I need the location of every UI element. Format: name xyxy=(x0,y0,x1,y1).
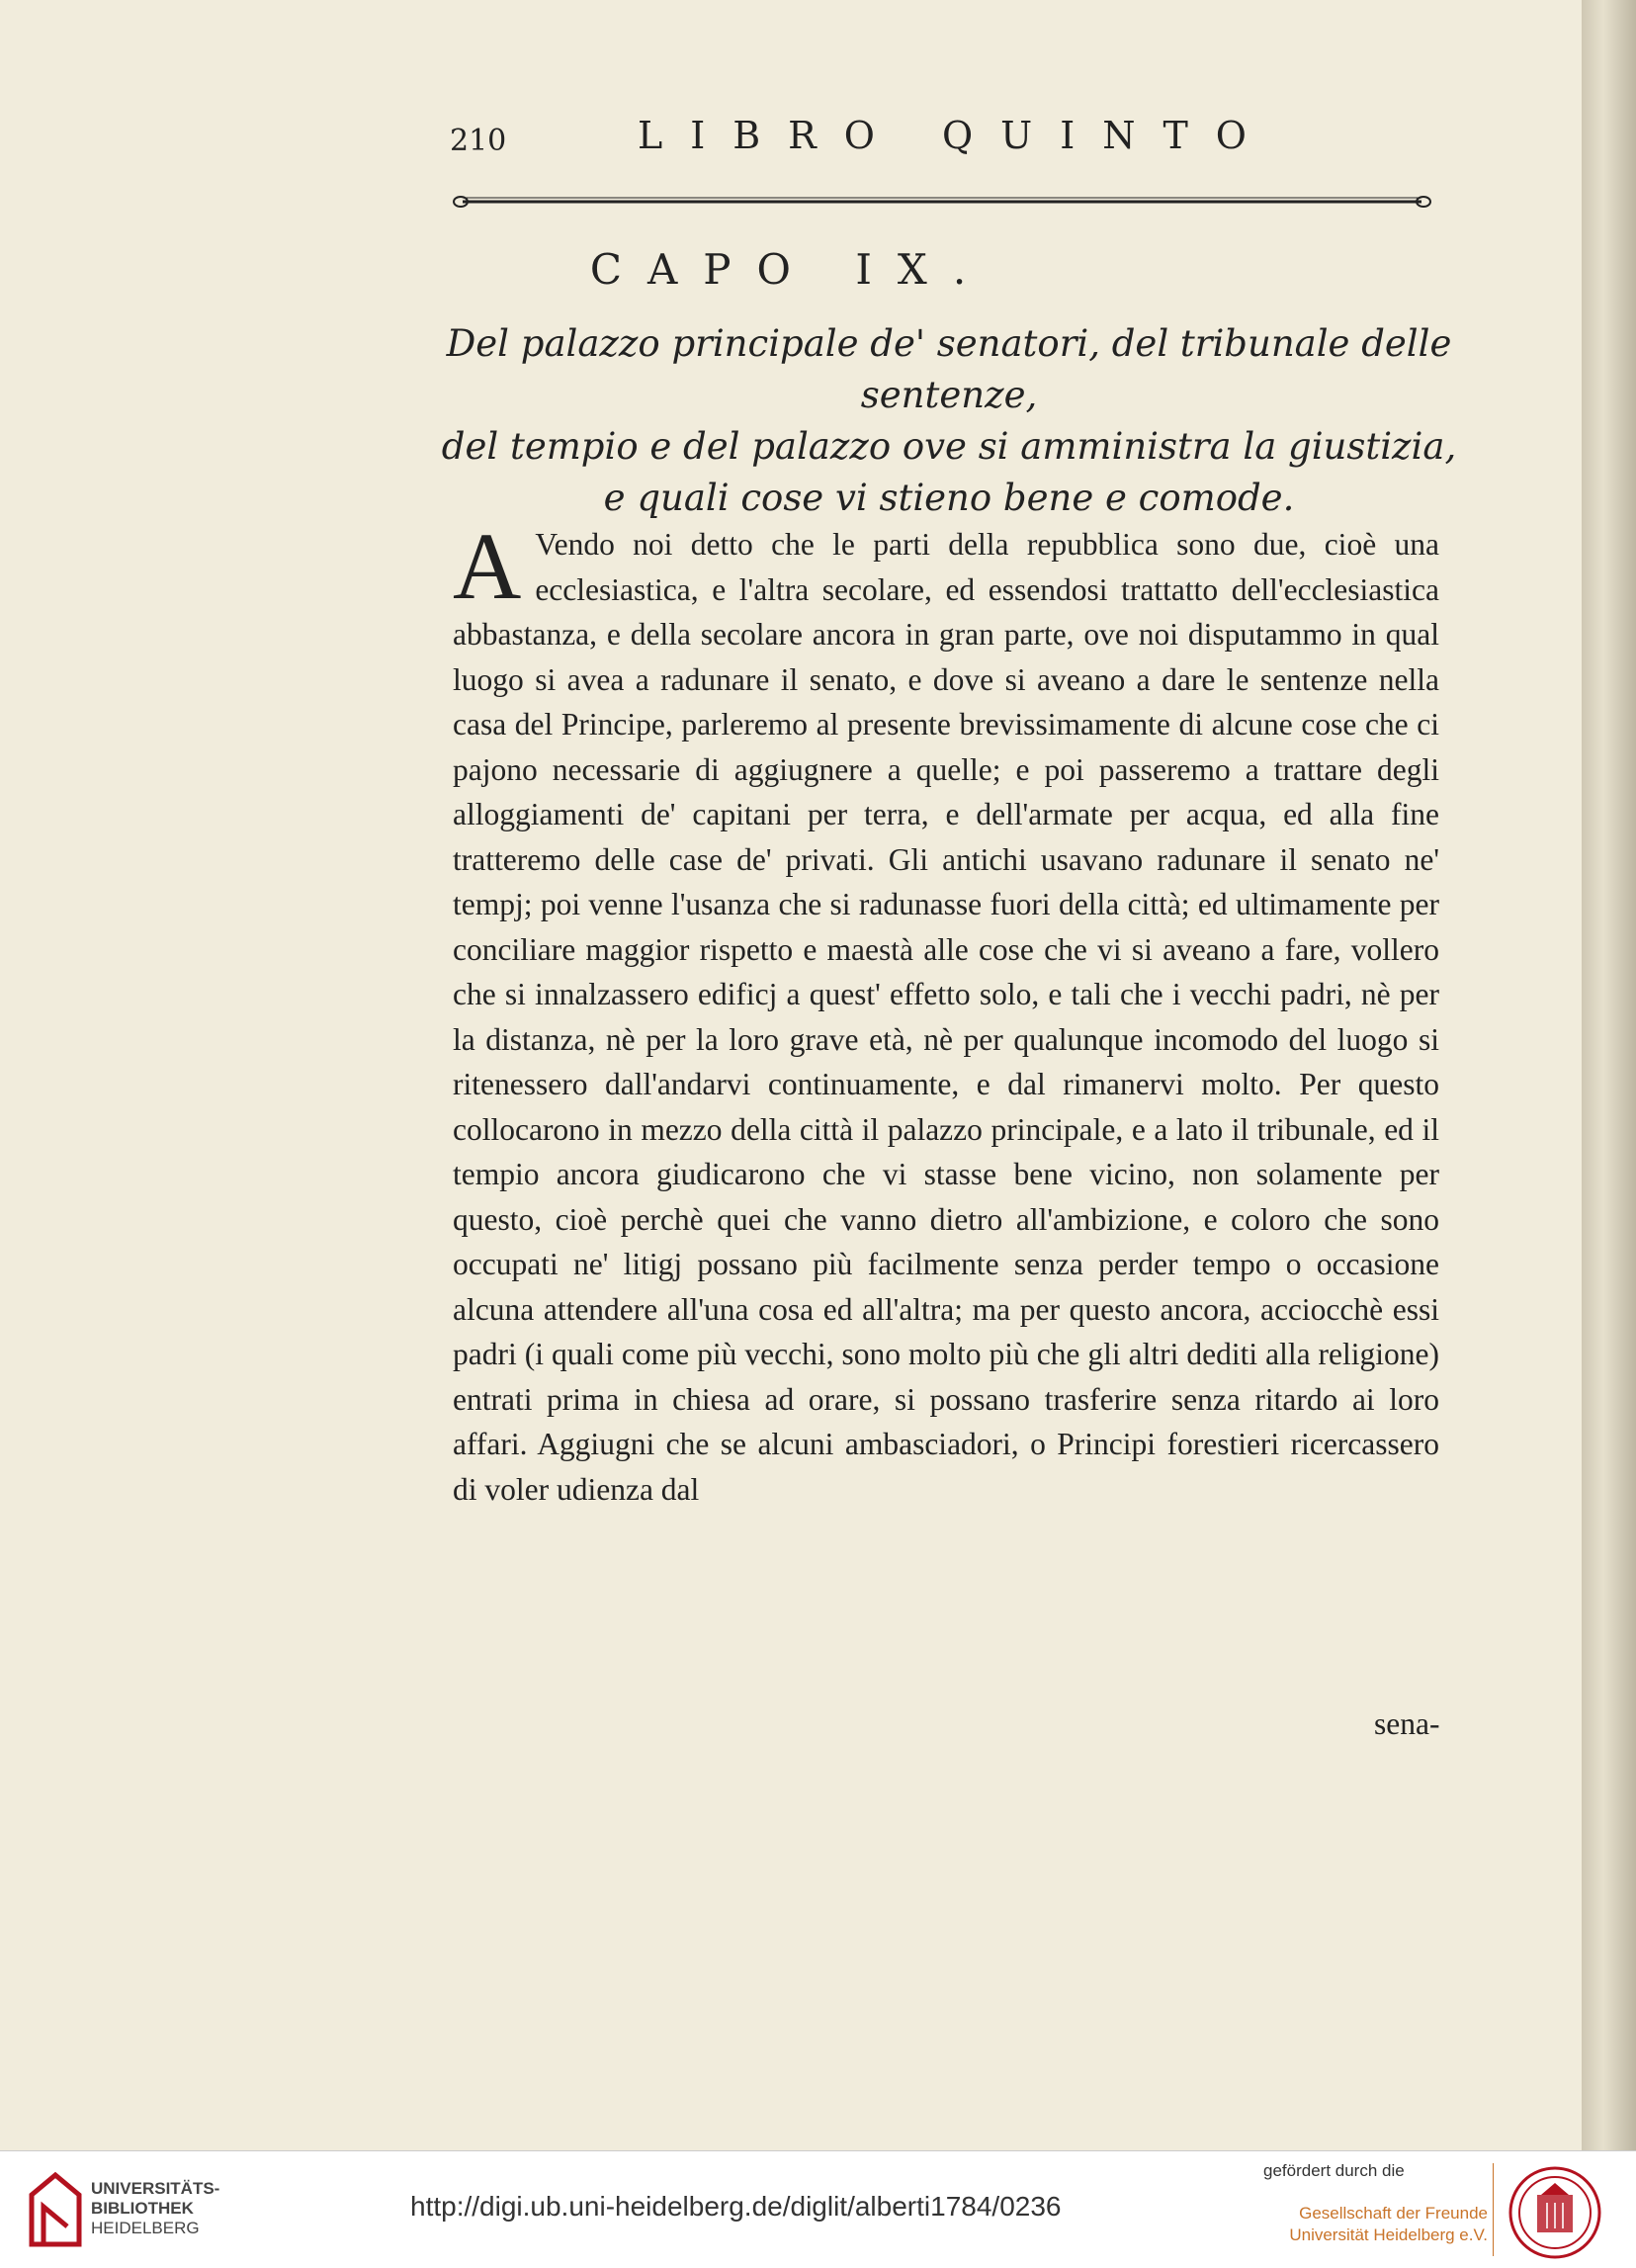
sponsor-line: Universität Heidelberg e.V. xyxy=(1289,2225,1488,2244)
university-seal-icon xyxy=(1507,2165,1602,2260)
body-text xyxy=(453,513,1439,1512)
subtitle-line: del tempio e del palazzo ove si amministra la giustizia, xyxy=(441,425,1457,468)
library-name-line: HEIDELBERG xyxy=(91,2219,200,2237)
drop-cap: A xyxy=(453,513,522,619)
sponsor-name xyxy=(1275,2203,1488,2246)
sponsor-label: gefördert durch die xyxy=(1263,2161,1405,2180)
ornamental-rule xyxy=(453,195,1431,209)
body-paragraph: Vendo noi detto che le parti della repubblica sono due, cioè una ecclesiastica, e l'altra secolare, ed essendosi trattatto dell'ecclesiastica abbastanza, e della secolare ancora in gran parte, ove noi disputammo in qual luogo si avea a radunare il senato, e dove si aveano a dare le sentenze nella casa del Principe, parleremo al presente brevissimamente di alcune cose che ci pajono necessarie di aggiugnere a quelle; e poi passeremo a trattare degli alloggiamenti de' capitani per terra, e dell'armate per acqua, ed alla fine tratteremo delle case de' privati. Gli antichi usavano radunare il senato ne' tempj; poi venne l'usanza che si radunasse fuori della città; ed ultimamente per conciliare maggior rispetto e maestà alle cose che vi si aveano a fare, vollero che si innalzassero edificj a quest' effetto solo, e tali che i vecchi padri, nè per la distanza, nè per la loro grave età, nè per qualunque incomodo del luogo si ritenessero dall'andarvi continuamente, e dal rimanervi molto. Per questo collocarono in mezzo della città il palazzo principale, e a lato il tribunale, ed il tempio ancora giudicarono che vi stasse bene vicino, non solamente per questo, cioè perchè quei che vanno dietro all'ambizione, e coloro che sono occupati ne' litigj possano più facilmente senza perder tempo o occasione alcuna attendere all'una cosa ed all'altra; ma per questo ancora, acciocchè essi padri (i quali come più vecchi, sono molto più che gli altri dediti alla religione) entrati prima in chiesa ad orare, si possano trasferire senza ritardo ai loro affari. Aggiugni che se alcuni ambasciadori, o Principi forestieri ricercassero di voler udienza dal xyxy=(453,527,1439,1507)
page-number: 210 xyxy=(450,124,507,158)
footer-divider xyxy=(1493,2163,1494,2256)
running-header xyxy=(450,114,1448,173)
subtitle-line: Del palazzo principale de' senatori, del tribunale delle sentenze, xyxy=(446,322,1452,416)
subtitle-line: e quali cose vi stieno bene e comode. xyxy=(603,477,1295,519)
footer-bar xyxy=(0,2150,1636,2268)
catchword: sena- xyxy=(1374,1706,1440,1741)
running-title: LIBRO QUINTO xyxy=(638,114,1274,157)
library-name-line: BIBLIOTHEK xyxy=(91,2199,194,2218)
sponsor-line: Gesellschaft der Freunde xyxy=(1299,2204,1488,2223)
library-name-line: UNIVERSITÄTS- xyxy=(91,2179,220,2198)
library-logo-icon xyxy=(28,2171,83,2248)
page-edge xyxy=(1582,0,1636,2150)
chapter-title: CAPO IX. xyxy=(589,245,992,294)
chapter-subtitle xyxy=(435,318,1463,524)
permalink-url[interactable]: http://digi.ub.uni-heidelberg.de/diglit/alberti1784/0236 xyxy=(410,2191,1062,2222)
library-name xyxy=(91,2179,219,2238)
